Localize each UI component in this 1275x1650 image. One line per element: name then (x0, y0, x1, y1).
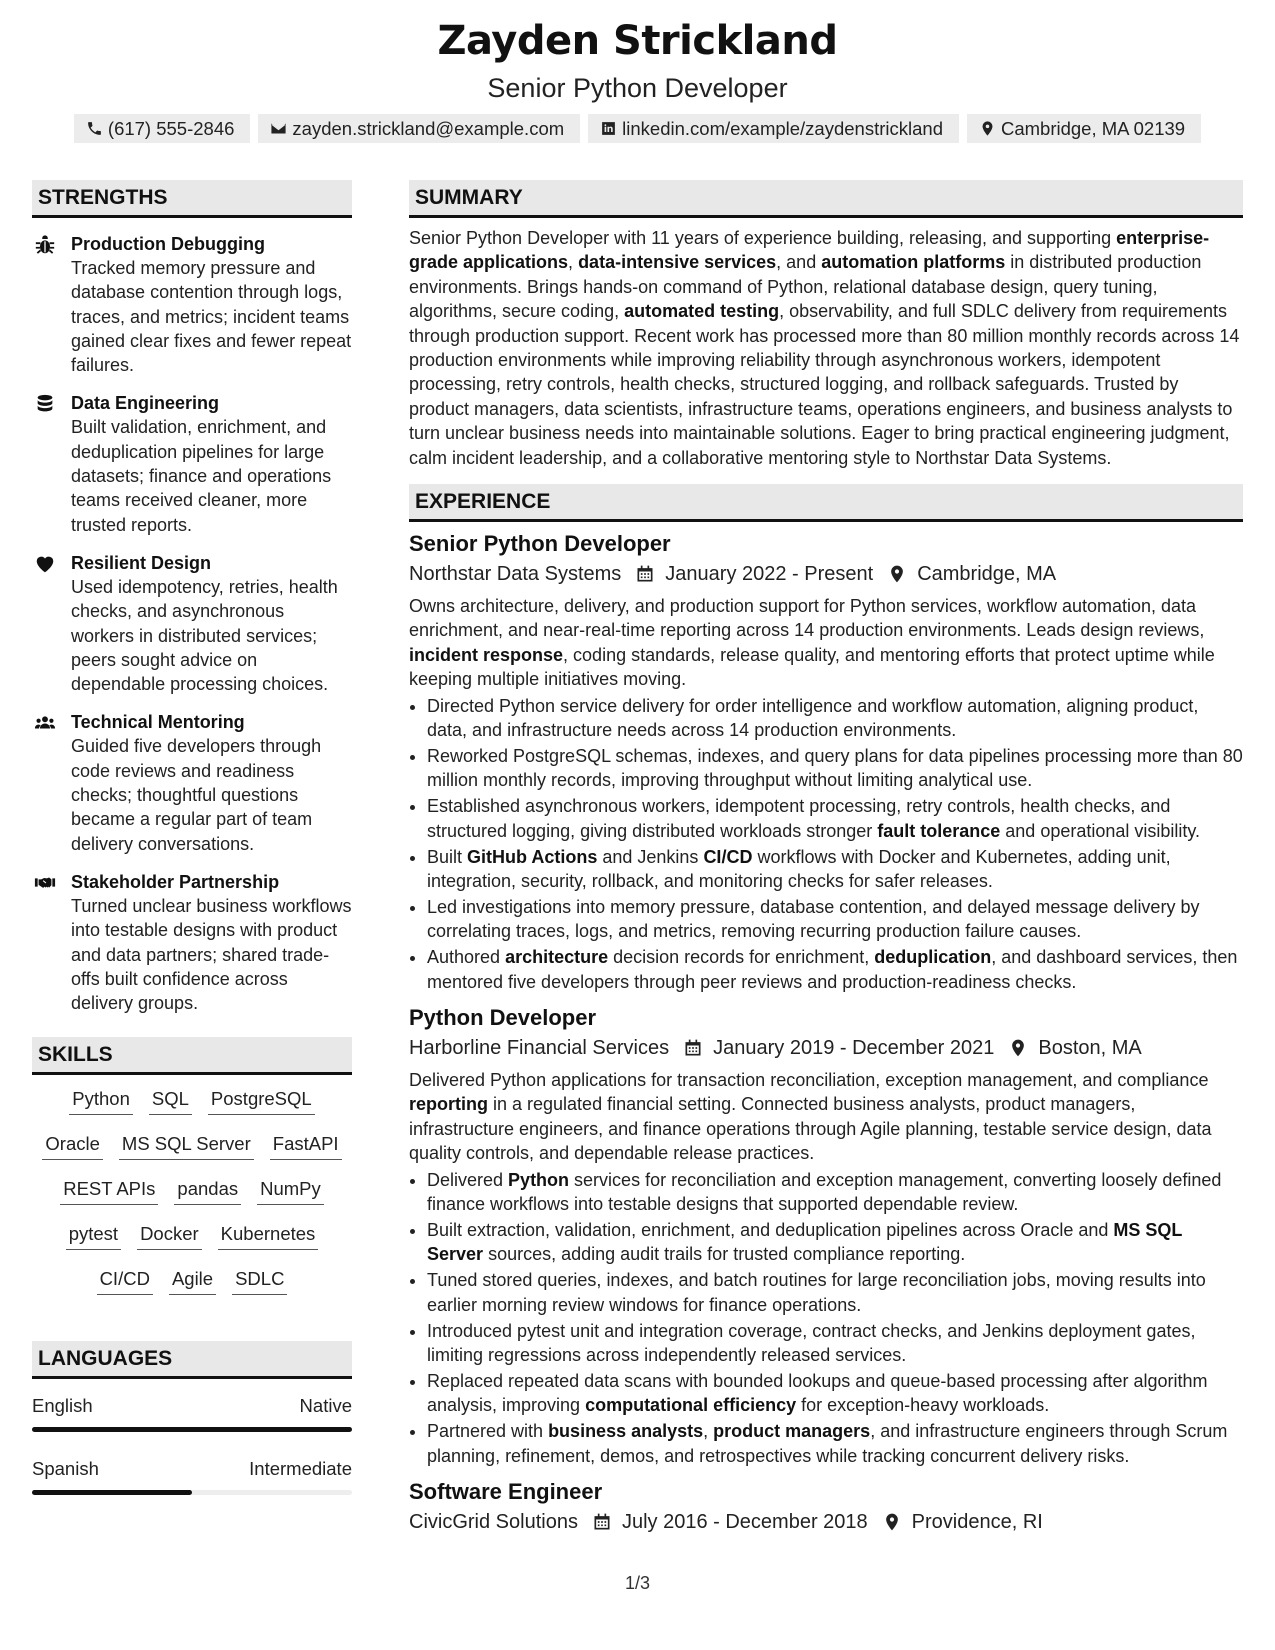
skill-tag: pandas (174, 1179, 241, 1205)
languages-heading: LANGUAGES (32, 1341, 352, 1379)
job-bullet: • Established asynchronous workers, idempotent processing, retry controls, health checks, and structured logging, giving distributed workloads stronger fault tolerance and operational visibility. (427, 794, 1243, 843)
strength-desc: Guided five developers through code reviews and readiness checks; thoughtful questions became a regular part of team delivery conversations. (71, 736, 322, 854)
page-number: 1/3 (624, 1573, 651, 1593)
language-item (32, 1395, 352, 1432)
job-description: Delivered Python applications for transaction reconciliation, exception management, and compliance reporting in a regulated financial setting. Connected business analysts, product managers, infrastructure engineers, and finance operations through Agile planning, testable service design, data quality controls, and dependable release practices. (409, 1070, 1212, 1164)
job-entry (409, 1478, 1243, 1535)
job-bullet: • Authored architecture decision records for enrichment, deduplication, and dashboard services, then mentored five developers through peer reviews and production-readiness checks. (427, 945, 1243, 994)
language-proficiency-bar (32, 1427, 352, 1432)
bug-icon (34, 234, 56, 256)
strength-title: Production Debugging (71, 234, 265, 254)
job-title: Python Developer (409, 1005, 597, 1031)
language-level: Intermediate (249, 1458, 352, 1480)
skill-tag: SQL (149, 1089, 192, 1115)
phone-icon (86, 120, 103, 137)
job-bullet: • Introduced pytest unit and integration coverage, contract checks, and Jenkins deployment gates, limiting regressions across independently released services. (427, 1319, 1243, 1368)
contact-phone[interactable] (74, 114, 251, 143)
skill-tag: Agile (169, 1269, 216, 1295)
job-dates: January 2022 - Present (665, 563, 874, 586)
job-location: Boston, MA (1038, 1037, 1142, 1060)
summary-heading: SUMMARY (409, 180, 1243, 218)
skill-tag: Python (69, 1089, 133, 1115)
experience-list (409, 530, 1243, 1535)
contact-phone-text: (617) 555-2846 (107, 117, 235, 139)
job-bullet: • Partnered with business analysts, product managers, and infrastructure engineers through Scrum planning, refinement, demos, and retrospectives while tracking concurrent delivery risks. (427, 1419, 1243, 1468)
job-title: Software Engineer (409, 1479, 603, 1505)
skill-tag: PostgreSQL (208, 1089, 315, 1115)
candidate-name: Zayden Strickland (437, 18, 838, 64)
job-meta (409, 1509, 1243, 1535)
database-icon (34, 393, 56, 415)
job-bullets (409, 1168, 1243, 1468)
language-proficiency-bar (32, 1490, 352, 1495)
skills-list (32, 1075, 352, 1295)
strength-item (32, 551, 352, 696)
skill-tag: Oracle (42, 1134, 103, 1160)
job-dates: July 2016 - December 2018 (621, 1511, 868, 1534)
skill-tag: REST APIs (60, 1179, 158, 1205)
language-proficiency-fill (32, 1490, 192, 1495)
language-level: Native (299, 1395, 352, 1417)
strengths-heading: STRENGTHS (32, 180, 352, 218)
skills-heading: SKILLS (32, 1037, 352, 1075)
skill-tag: Kubernetes (218, 1224, 319, 1250)
handshake-icon (34, 872, 56, 894)
job-bullet: • Tuned stored queries, indexes, and batch routines for large reconciliation jobs, moving results into earlier morning review windows for finance operations. (427, 1268, 1243, 1317)
job-company: Northstar Data Systems (409, 563, 622, 586)
strengths-list (32, 232, 352, 1015)
job-description: Owns architecture, delivery, and production support for Python services, workflow automation, data enrichment, and near-real-time reporting across 14 production environments. Leads design reviews, incident response, coding standards, release quality, and mentoring efforts that protect uptime while keeping multiple initiatives moving. (409, 596, 1215, 690)
contact-email-text: zayden.strickland@example.com (292, 117, 565, 139)
job-location: Cambridge, MA (917, 563, 1057, 586)
right-column (409, 180, 1243, 1535)
candidate-title: Senior Python Developer (487, 73, 788, 103)
job-bullet: • Delivered Python services for reconciliation and exception management, converting loosely defined finance workflows into testable designs that supported dependable review. (427, 1168, 1243, 1217)
skill-tag: pytest (66, 1224, 121, 1250)
strength-title: Data Engineering (71, 393, 220, 414)
job-meta (409, 1035, 1243, 1061)
skill-tag: CI/CD (97, 1269, 153, 1295)
strength-desc: Turned unclear business workflows into testable designs with product and data partners; shared trade-offs built confidence across delivery groups. (71, 895, 352, 1014)
calendar-icon (592, 1512, 612, 1532)
envelope-icon (270, 120, 287, 137)
strength-title: Resilient Design (71, 552, 212, 573)
strength-title: Technical Mentoring (71, 712, 245, 733)
job-bullet: • Directed Python service delivery for order intelligence and workflow automation, aligning product, data, and infrastructure needs across 14 production environments. (427, 694, 1243, 743)
contact-location (967, 114, 1201, 143)
strength-item (32, 232, 352, 377)
contact-bar (0, 114, 1275, 143)
job-company: Harborline Financial Services (409, 1037, 670, 1060)
job-meta (409, 561, 1243, 587)
strength-desc: Used idempotency, retries, health checks, and asynchronous workers in distributed services; peers sought advice on dependable processing choices. (71, 576, 338, 695)
job-bullets (409, 694, 1243, 994)
job-bullet: • Built GitHub Actions and Jenkins CI/CD workflows with Docker and Kubernetes, adding unit, integration, security, rollback, and monitoring checks for safer releases. (427, 845, 1243, 894)
contact-email[interactable] (258, 114, 580, 143)
skill-tag: FastAPI (270, 1134, 342, 1160)
linkedin-icon (600, 120, 617, 137)
strength-desc: Built validation, enrichment, and deduplication pipelines for large datasets; finance and operations teams received cleaner, more trusted reports. (71, 417, 332, 535)
skill-tag: NumPy (257, 1179, 324, 1205)
job-location: Providence, RI (911, 1511, 1043, 1534)
strength-item (32, 710, 352, 855)
job-bullet: • Reworked PostgreSQL schemas, indexes, and query plans for data pipelines processing more than 80 million monthly records, improving throughput without limiting analytical use. (427, 744, 1243, 793)
map-pin-icon (882, 1512, 902, 1532)
map-pin-icon (887, 564, 907, 584)
calendar-icon (683, 1038, 703, 1058)
skill-tag: MS SQL Server (119, 1134, 254, 1160)
language-item (32, 1458, 352, 1495)
job-bullet: • Replaced repeated data scans with bounded lookups and queue-based processing after algorithm analysis, improving computational efficiency for exception-heavy workloads. (427, 1369, 1243, 1418)
strength-title: Stakeholder Partnership (71, 871, 280, 892)
job-dates: January 2019 - December 2021 (713, 1037, 995, 1060)
strength-item (32, 870, 352, 1015)
job-company: CivicGrid Solutions (409, 1511, 578, 1534)
job-bullet: • Built extraction, validation, enrichment, and deduplication pipelines across Oracle and MS SQL Server sources, adding audit trails for trusted compliance reporting. (427, 1218, 1243, 1267)
language-name: English (32, 1395, 93, 1417)
skill-tag: SDLC (232, 1269, 287, 1295)
strength-item (32, 391, 352, 536)
job-entry (409, 530, 1243, 994)
skill-tag: Docker (137, 1224, 202, 1250)
heart-icon (34, 553, 56, 575)
language-name: Spanish (32, 1458, 99, 1480)
job-entry (409, 1004, 1243, 1468)
left-column (32, 180, 352, 1495)
summary-text: Senior Python Developer with 11 years of experience building, releasing, and supporting enterprise-grade applications, data-intensive services, and automation platforms in distributed production environments. Brings hands-on command of Python, relational database design, query tuning, algorithms, secure coding, automated testing, observability, and full SDLC delivery from requirements through production support. Recent work has processed more than 80 million monthly records across 14 production environments while improving reliability through asynchronous workers, idempotent processing, retry controls, health checks, structured logging, and rollback safeguards. Trusted by product managers, data scientists, infrastructure teams, operations engineers, and business analysts to turn unclear business needs into maintainable solutions. Eager to bring practical engineering judgment, calm incident leadership, and a collaborative mentoring style to Northstar Data Systems. (409, 228, 1240, 468)
languages-list (32, 1395, 352, 1495)
job-bullet: • Led investigations into memory pressure, database contention, and delayed message delivery by correlating traces, logs, and metrics, removing recurring production failure causes. (427, 895, 1243, 944)
map-pin-icon (979, 120, 996, 137)
calendar-icon (635, 564, 655, 584)
users-icon (34, 712, 56, 734)
language-proficiency-fill (32, 1427, 352, 1432)
strength-desc: Tracked memory pressure and database contention through logs, traces, and metrics; incident teams gained clear fixes and fewer repeat failures. (71, 258, 352, 376)
contact-linkedin-text: linkedin.com/example/zaydenstrickland (622, 117, 943, 139)
map-pin-icon (1008, 1038, 1028, 1058)
job-title: Senior Python Developer (409, 531, 671, 557)
experience-heading: EXPERIENCE (409, 484, 1243, 522)
contact-linkedin[interactable] (588, 114, 959, 143)
contact-location-text: Cambridge, MA 02139 (1000, 117, 1186, 139)
